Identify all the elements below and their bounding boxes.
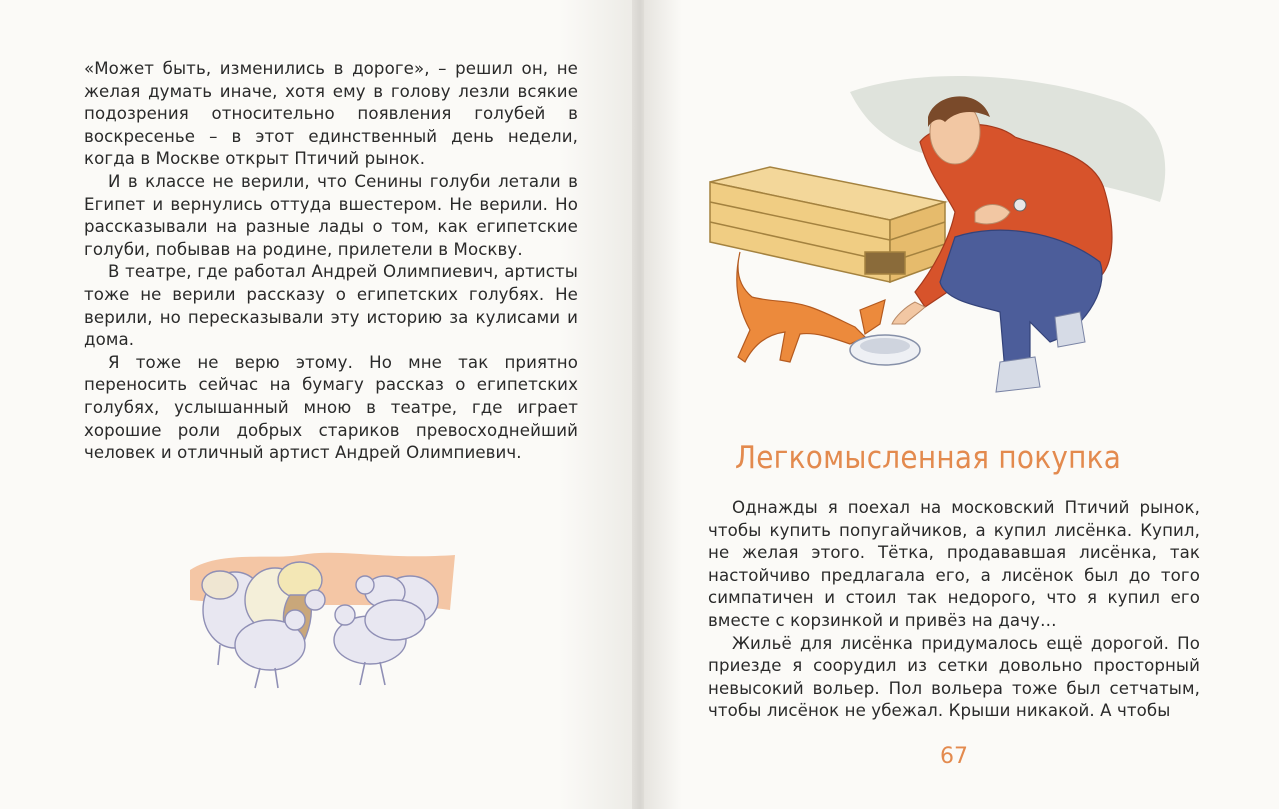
man-and-fox-illustration (700, 62, 1180, 400)
left-page-text (84, 58, 578, 465)
paragraph: «Может быть, изменились в дороге», – решил он, не желая думать иначе, хотя ему в голову лезли всякие подозрения относительно появления голубей в воскресенье – в этот единственный день недели, когда в Москве открыт Птичий рынок. (84, 59, 578, 169)
left-page (0, 0, 636, 809)
paragraph: В театре, где работал Андрей Олимпиевич, артисты тоже не верили рассказу о египетских голубях. Не верили, но пересказывали эту историю за кулисами и дома. (84, 262, 578, 350)
paragraph: Жильё для лисёнка придумалось ещё дорогой. По приезде я соорудил из сетки довольно просторный невысокий вольер. Пол вольера тоже был сетчатым, чтобы лисёнок не убежал. Крыши никакой. А чтобы (708, 633, 1200, 721)
paragraph: Я тоже не верю этому. Но мне так приятно переносить сейчас на бумагу рассказ о египетских голубях, услышанный мною в театре, где играет хорошие роли добрых стариков превосходнейший человек и отличный артист Андрей Олимпиевич. (84, 352, 578, 463)
page-number: 67 (940, 744, 968, 769)
paragraph: Однажды я поехал на московский Птичий рынок, чтобы купить попугайчиков, а купил лисёнка. Купил, не желая этого. Тётка, продававшая лисёнка, так настойчиво предлагала его, а лисёнок был до того симпатичен и стоил так недорого, что я купил его вместе с корзинкой и привёз на дачу… (708, 498, 1200, 630)
doves-illustration (180, 540, 460, 700)
right-page-text (708, 497, 1200, 723)
paragraph: И в классе не верили, что Сенины голуби летали в Египет и вернулись оттуда вшестером. Не верили. Но рассказывали на разные лады о том, как египетские голуби, побывав на родине, прилетели в Москву. (84, 171, 578, 259)
chapter-title: Легкомысленная покупка (735, 440, 1122, 476)
